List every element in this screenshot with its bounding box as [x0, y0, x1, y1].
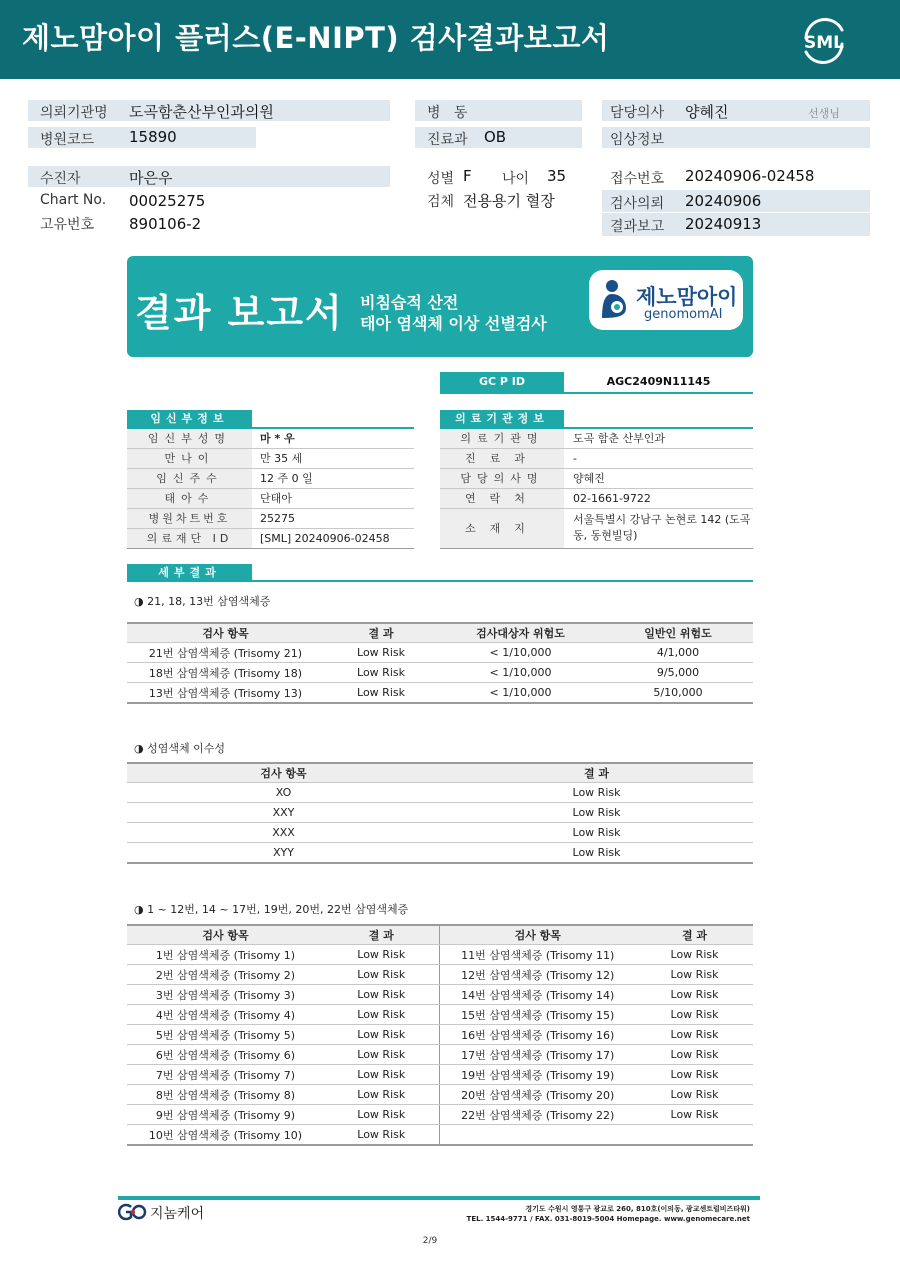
institution-label: 의뢰기관명 — [40, 105, 108, 121]
banner-subtitle-1: 비침습적 산전 — [360, 293, 459, 312]
result: Low Risk — [324, 663, 438, 683]
result: Low Risk — [324, 1065, 439, 1085]
test-item — [439, 1125, 636, 1146]
result: Low Risk — [324, 1085, 439, 1105]
general-risk: 5/10,000 — [603, 683, 753, 704]
hospital-code-value: 15890 — [129, 128, 177, 146]
table-row — [127, 1045, 753, 1065]
result: Low Risk — [324, 643, 438, 663]
inst-address-label: 소재지 — [440, 509, 564, 548]
col-header-test-2: 검사 항목 — [439, 925, 636, 945]
sex-value: F — [463, 167, 472, 185]
inst-doctor-value: 양혜진 — [573, 472, 605, 485]
inst-address-value-1: 서울특별시 강남구 논현로 142 (도곡 — [573, 513, 751, 526]
test-item: XXX — [127, 823, 440, 843]
inst-contact-label: 연락처 — [440, 489, 564, 508]
test-item: XXY — [127, 803, 440, 823]
foundation-id-label: 의료재단 ID — [127, 529, 252, 548]
test-item: 8번 삼염색체증 (Trisomy 8) — [127, 1085, 324, 1105]
result: Low Risk — [636, 1025, 753, 1045]
inst-contact-value: 02-1661-9722 — [573, 492, 651, 505]
pregnant-info-tag: 임신부정보 — [127, 410, 252, 427]
table-row — [127, 783, 753, 803]
other-trisomy-table — [127, 924, 753, 1146]
chart-no-label: Chart No. — [40, 192, 107, 208]
unique-no-label: 고유번호 — [40, 217, 95, 233]
chart-number-value: 25275 — [260, 512, 295, 525]
result: Low Risk — [440, 803, 753, 823]
gcpid-value: AGC2409N11145 — [606, 375, 711, 388]
result: Low Risk — [324, 1125, 439, 1146]
unique-no-value: 890106-2 — [129, 215, 202, 233]
col-header-result: 결 과 — [440, 763, 753, 783]
report-title: 제노맘아이 플러스(E-NIPT) 검사결과보고서 — [22, 21, 610, 55]
section1-heading: ◑ 21, 18, 13번 삼염색체증 — [134, 595, 271, 608]
test-item: 2번 삼염색체증 (Trisomy 2) — [127, 965, 324, 985]
footer-line — [118, 1196, 760, 1200]
result: Low Risk — [324, 683, 438, 704]
dept-label: 진료과 — [427, 132, 468, 148]
patient-bar — [28, 166, 390, 187]
table-row — [127, 663, 753, 683]
test-item: 4번 삼염색체증 (Trisomy 4) — [127, 1005, 324, 1025]
patient-value: 마은우 — [129, 169, 173, 187]
banner-subtitle-2: 태아 염색체 이상 선별검사 — [360, 314, 547, 333]
col-header-test: 검사 항목 — [127, 623, 324, 643]
test-item: 15번 삼염색체증 (Trisomy 15) — [439, 1005, 636, 1025]
table-row — [127, 843, 753, 864]
table-row — [127, 1005, 753, 1025]
chart-number-label: 병원차트번호 — [127, 509, 252, 528]
gcpid-underline — [440, 392, 753, 394]
test-item: 10번 삼염색체증 (Trisomy 10) — [127, 1125, 324, 1146]
test-item: 12번 삼염색체증 (Trisomy 12) — [439, 965, 636, 985]
dept-value: OB — [484, 128, 507, 146]
specimen-label: 검체 — [427, 194, 455, 210]
page-number: 2/9 — [422, 1236, 438, 1246]
report-date-label: 결과보고 — [610, 219, 665, 235]
result: Low Risk — [636, 945, 753, 965]
age-label: 나이 — [502, 171, 530, 187]
sml-logo-text: SML — [804, 33, 844, 53]
inst-address-value-2: 동, 동현빌딩) — [573, 529, 638, 542]
test-item: 3번 삼염색체증 (Trisomy 3) — [127, 985, 324, 1005]
test-item: 17번 삼염색체증 (Trisomy 17) — [439, 1045, 636, 1065]
clinical-label: 임상정보 — [610, 132, 665, 148]
request-label: 검사의뢰 — [610, 196, 665, 212]
genomom-logo-kr: 제노맘아이 — [636, 285, 738, 309]
test-item: 21번 삼염색체증 (Trisomy 21) — [127, 643, 324, 663]
general-risk: 9/5,000 — [603, 663, 753, 683]
inst-name-value: 도곡 함춘 산부인과 — [573, 432, 666, 445]
reception-label: 접수번호 — [610, 171, 665, 187]
test-item: 9번 삼염색체증 (Trisomy 9) — [127, 1105, 324, 1125]
section3-heading: ◑ 1 ~ 12번, 14 ~ 17번, 19번, 20번, 22번 삼염색체증 — [134, 903, 409, 916]
table-row — [127, 945, 753, 965]
result: Low Risk — [324, 1045, 439, 1065]
table-row — [127, 1105, 753, 1125]
table-row — [127, 683, 753, 704]
gcpid-label: GC P ID — [440, 372, 564, 392]
test-item: 16번 삼염색체증 (Trisomy 16) — [439, 1025, 636, 1045]
genomom-logo-en: genomomAI — [644, 307, 723, 322]
foundation-id-value: [SML] 20240906-02458 — [260, 532, 390, 545]
sml-logo-icon — [796, 12, 852, 68]
col-header-test: 검사 항목 — [127, 925, 324, 945]
table-header-row — [127, 623, 753, 643]
test-item: 7번 삼염색체증 (Trisomy 7) — [127, 1065, 324, 1085]
inst-dept-value: - — [573, 452, 577, 465]
fetus-count-value: 단태아 — [260, 492, 292, 505]
institution-info-bottomline — [440, 548, 753, 549]
col-header-result: 결 과 — [324, 623, 438, 643]
col-header-general-risk: 일반인 위험도 — [603, 623, 753, 643]
banner-title: 결과 보고서 — [135, 291, 344, 335]
pregnant-age-value: 만 35 세 — [260, 452, 303, 465]
doctor-label: 담당의사 — [610, 105, 665, 121]
genomom-mother-icon — [596, 278, 632, 322]
trisomy-main-table — [127, 622, 753, 704]
inst-dept-label: 진료과 — [440, 449, 564, 468]
pregnant-name-value: 마 * 우 — [260, 432, 295, 445]
fetus-count-label: 태아수 — [127, 489, 252, 508]
genomecare-logo-text: 지놈케어 — [150, 1206, 205, 1222]
result: Low Risk — [636, 1045, 753, 1065]
test-item: 20번 삼염색체증 (Trisomy 20) — [439, 1085, 636, 1105]
age-value: 35 — [547, 167, 567, 185]
result: Low Risk — [636, 1105, 753, 1125]
result: Low Risk — [440, 823, 753, 843]
table-row — [127, 1025, 753, 1045]
chart-no-value: 00025275 — [129, 192, 206, 210]
result — [636, 1125, 753, 1146]
detail-results-line — [127, 580, 753, 582]
test-item: XYY — [127, 843, 440, 864]
result: Low Risk — [440, 843, 753, 864]
result: Low Risk — [636, 985, 753, 1005]
inst-name-label: 의료기관명 — [440, 429, 564, 448]
hospital-code-label: 병원코드 — [40, 132, 95, 148]
section2-heading: ◑ 성염색체 이수성 — [134, 742, 225, 755]
request-value: 20240906 — [685, 192, 762, 210]
pregnant-weeks-label: 임신주수 — [127, 469, 252, 488]
ward-label: 병 동 — [427, 105, 468, 121]
reception-value: 20240906-02458 — [685, 167, 815, 185]
test-item: 13번 삼염색체증 (Trisomy 13) — [127, 683, 324, 704]
pregnant-info-bottomline — [127, 548, 414, 549]
genomecare-logo-icon — [118, 1203, 148, 1221]
test-item: 14번 삼염색체증 (Trisomy 14) — [439, 985, 636, 1005]
report-date-value: 20240913 — [685, 215, 762, 233]
general-risk: 4/1,000 — [603, 643, 753, 663]
test-item: 19번 삼염색체증 (Trisomy 19) — [439, 1065, 636, 1085]
result: Low Risk — [324, 1005, 439, 1025]
col-header-subject-risk: 검사대상자 위험도 — [438, 623, 603, 643]
table-row — [127, 1125, 753, 1146]
col-header-result: 결 과 — [324, 925, 439, 945]
pregnant-weeks-value: 12 주 0 일 — [260, 472, 313, 485]
table-row — [127, 803, 753, 823]
test-item: 5번 삼염색체증 (Trisomy 5) — [127, 1025, 324, 1045]
specimen-value: 전용용기 혈장 — [463, 192, 555, 210]
institution-value: 도곡함춘산부인과의원 — [129, 103, 274, 121]
result: Low Risk — [440, 783, 753, 803]
doctor-value: 양혜진 — [685, 103, 729, 121]
result: Low Risk — [324, 1105, 439, 1125]
institution-info-tag: 의료기관정보 — [440, 410, 564, 427]
test-item: 18번 삼염색체증 (Trisomy 18) — [127, 663, 324, 683]
result: Low Risk — [324, 985, 439, 1005]
table-header-row — [127, 763, 753, 783]
result: Low Risk — [636, 1085, 753, 1105]
detail-results-tag: 세부결과 — [127, 564, 252, 581]
result: Low Risk — [636, 965, 753, 985]
result: Low Risk — [636, 1005, 753, 1025]
patient-label: 수진자 — [40, 171, 81, 187]
result: Low Risk — [324, 945, 439, 965]
col-header-result-2: 결 과 — [636, 925, 753, 945]
test-item: 6번 삼염색체증 (Trisomy 6) — [127, 1045, 324, 1065]
table-row — [127, 1085, 753, 1105]
table-row — [127, 985, 753, 1005]
subject-risk: < 1/10,000 — [438, 683, 603, 704]
test-item: 11번 삼염색체증 (Trisomy 11) — [439, 945, 636, 965]
pregnant-age-label: 만나이 — [127, 449, 252, 468]
inst-doctor-label: 담당의사명 — [440, 469, 564, 488]
pregnant-name-label: 임신부성명 — [127, 429, 252, 448]
table-header-row — [127, 925, 753, 945]
subject-risk: < 1/10,000 — [438, 663, 603, 683]
result: Low Risk — [324, 965, 439, 985]
result: Low Risk — [636, 1065, 753, 1085]
subject-risk: < 1/10,000 — [438, 643, 603, 663]
table-row — [127, 965, 753, 985]
table-row — [127, 643, 753, 663]
test-item: 22번 삼염색체증 (Trisomy 22) — [439, 1105, 636, 1125]
sex-chromosome-table — [127, 762, 753, 864]
sex-label: 성별 — [427, 171, 455, 187]
doctor-suffix: 선생님 — [808, 107, 840, 120]
table-row — [127, 1065, 753, 1085]
footer-address: 경기도 수원시 영통구 광교로 260, 810호(이의동, 광교센트럴비즈타워) — [525, 1205, 750, 1213]
col-header-test: 검사 항목 — [127, 763, 440, 783]
table-row — [127, 823, 753, 843]
test-item: 1번 삼염색체증 (Trisomy 1) — [127, 945, 324, 965]
test-item: XO — [127, 783, 440, 803]
footer-contact: TEL. 1544-9771 / FAX. 031-8019-5004 Homepage. www.genomecare.net — [466, 1215, 750, 1223]
result: Low Risk — [324, 1025, 439, 1045]
dates-divider — [602, 212, 870, 213]
